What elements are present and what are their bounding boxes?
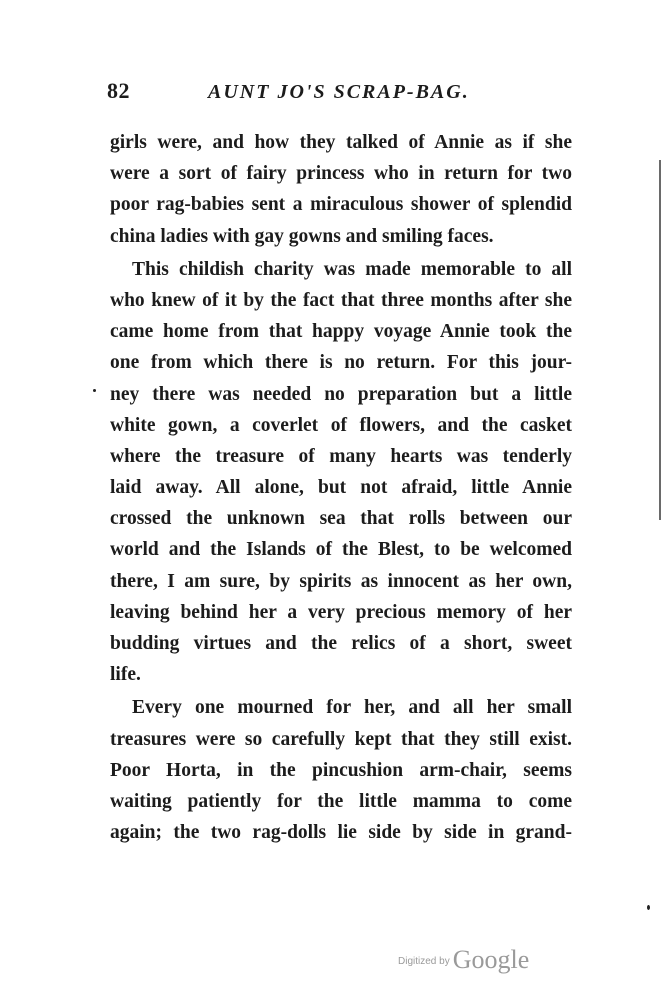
text-line: girls were, and how they talked of Annie as if she — [110, 132, 572, 153]
digitized-watermark — [398, 945, 529, 975]
text-line: laid away. All alone, but not afraid, little Annie — [110, 477, 572, 499]
body-text — [110, 127, 572, 848]
text-line: leaving behind her a very precious memory of her — [110, 601, 572, 623]
text-line: Every one mourned for her, and all her small — [132, 697, 572, 719]
scan-speck — [647, 905, 650, 910]
text-line: world and the Islands of the Blest, to be welcomed — [110, 539, 572, 561]
text-line: there, I am sure, by spirits as innocent as her own, — [110, 570, 572, 592]
text-line: poor rag-babies sent a miraculous shower of splendid — [110, 194, 572, 216]
text-line: again; the two rag-dolls lie side by side in grand- — [110, 822, 572, 844]
text-line: This childish charity was made memorable to all — [132, 258, 572, 280]
running-title: AUNT JO'S SCRAP-BAG. — [208, 81, 470, 103]
text-line: where the treasure of many hearts was tenderly — [110, 445, 572, 467]
text-line: life. — [110, 664, 141, 686]
google-logo: Google — [452, 945, 530, 974]
scan-speck — [93, 389, 96, 392]
text-line: treasures were so carefully kept that they still exist. — [110, 728, 572, 750]
text-line: budding virtues and the relics of a short, sweet — [110, 633, 572, 654]
text-line: china ladies with gay gowns and smiling faces. — [110, 225, 494, 247]
text-line: were a sort of fairy princess who in return for two — [110, 163, 572, 185]
page-edge-shadow — [659, 160, 661, 520]
text-line: who knew of it by the fact that three months after she — [110, 289, 572, 311]
text-line: waiting patiently for the little mamma to come — [110, 790, 572, 812]
paragraph — [110, 692, 572, 848]
text-line: ney there was needed no preparation but a little — [110, 383, 572, 405]
paragraph — [110, 254, 572, 691]
text-line: came home from that happy voyage Annie took the — [110, 321, 572, 343]
text-line: one from which there is no return. For this jour- — [110, 352, 572, 374]
text-line: white gown, a coverlet of flowers, and the casket — [110, 414, 572, 436]
text-line: crossed the unknown sea that rolls between our — [110, 508, 572, 530]
watermark-prefix: Digitized by — [398, 956, 450, 967]
text-line: Poor Horta, in the pincushion arm-chair, seems — [110, 759, 572, 781]
page-number: 82 — [107, 78, 130, 103]
paragraph — [110, 127, 572, 252]
